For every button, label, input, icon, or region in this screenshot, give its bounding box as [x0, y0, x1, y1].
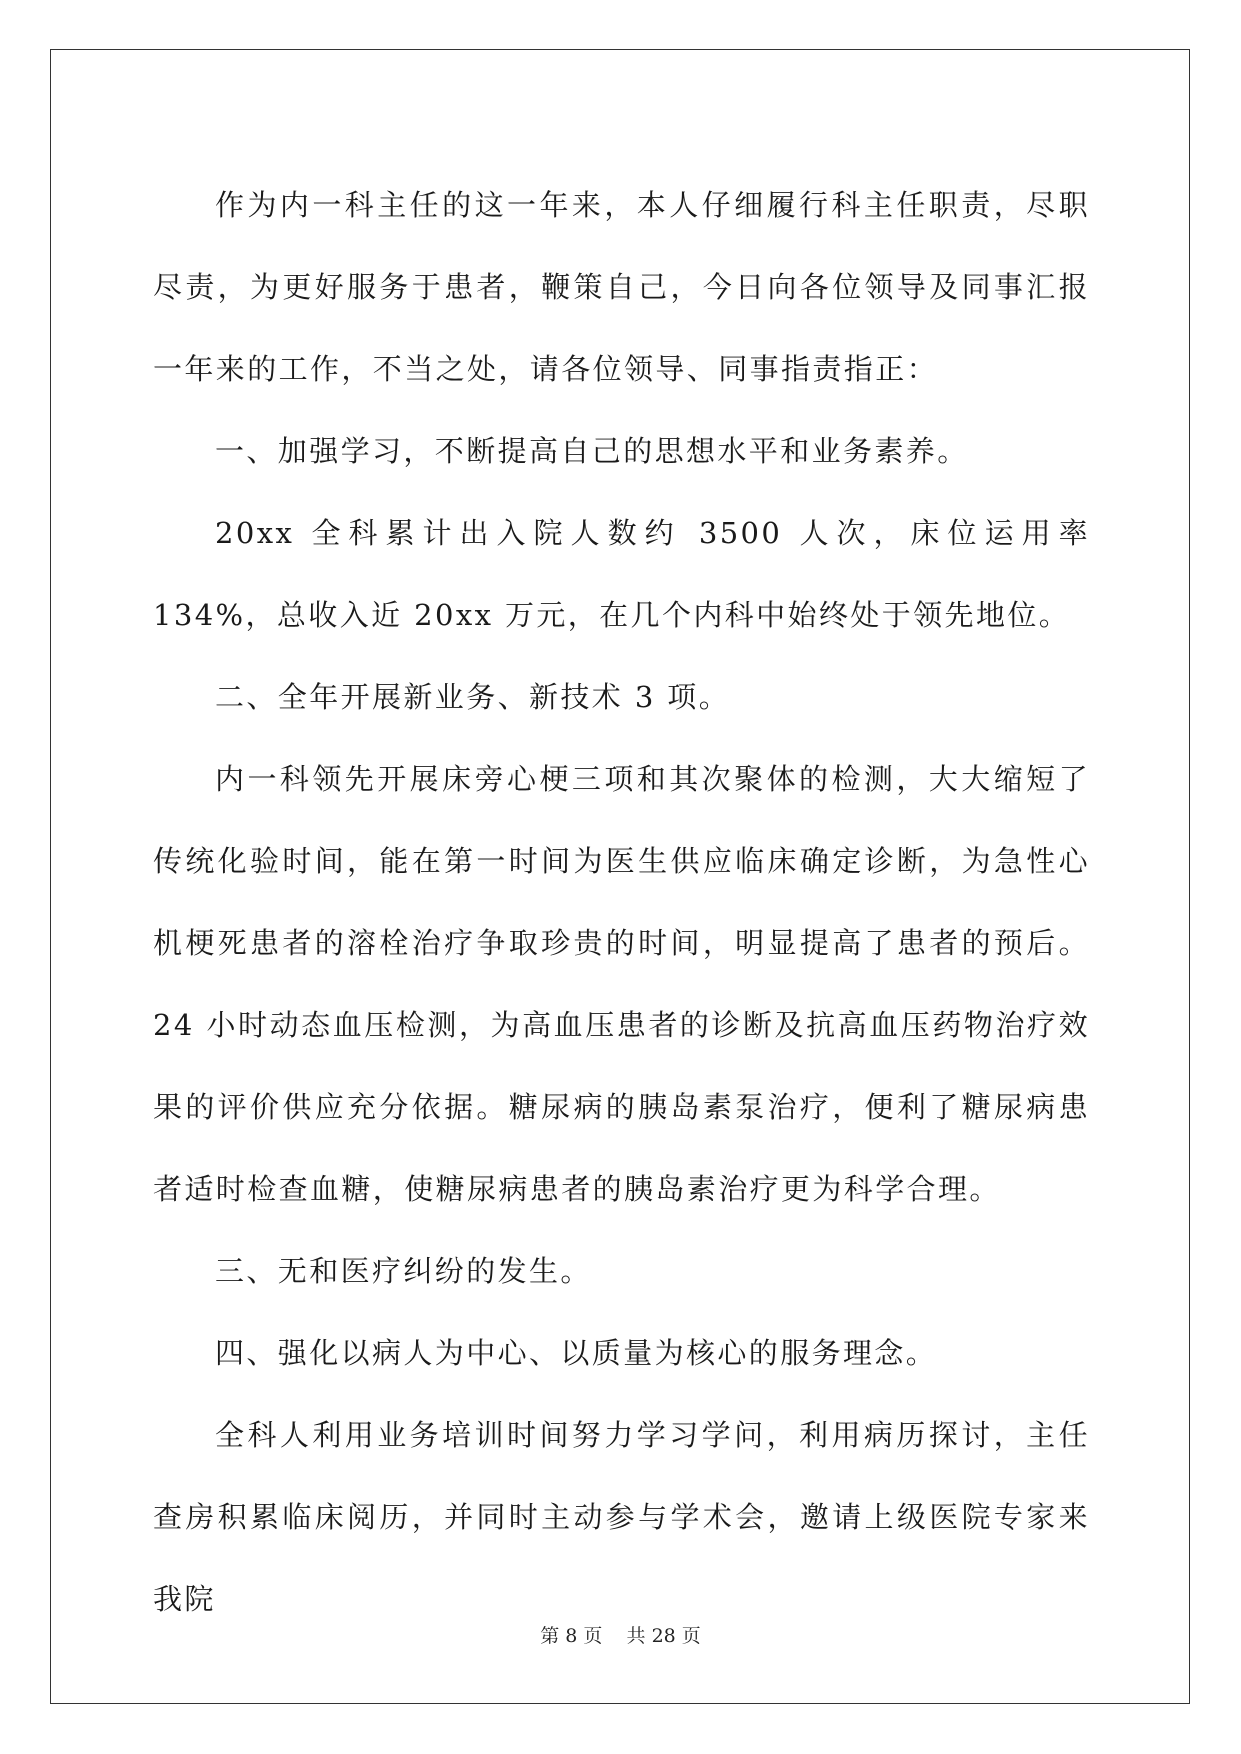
- paragraph-new-techniques: 内一科领先开展床旁心梗三项和其次聚体的检测，大大缩短了传统化验时间，能在第一时间为医生供应临床确定诊断，为急性心机梗死患者的溶栓治疗争取珍贵的时间，明显提高了患者的预后。24 小时动态血压检测，为高血压患者的诊断及抗高血压药物治疗效果的评价供应充分依据。糖尿病的胰岛素泵治疗，便利了糖尿病患者适时检查血糖，使糖尿病患者的胰岛素治疗更为科学合理。: [153, 762, 1090, 1206]
- paragraph-statistics: 20xx 全科累计出入院人数约 3500 人次，床位运用率 134%，总收入近 20xx 万元，在几个内科中始终处于领先地位。: [153, 516, 1090, 632]
- document-body: [153, 164, 1090, 1640]
- page-footer: [0, 1621, 1241, 1648]
- paragraph-section-4-heading: 四、强化以病人为中心、以质量为核心的服务理念。: [215, 1336, 938, 1370]
- paragraph-section-2-heading: 二、全年开展新业务、新技术 3 项。: [215, 680, 731, 714]
- page-total: 共 28 页: [626, 1625, 701, 1647]
- paragraph-intro: 作为内一科主任的这一年来，本人仔细履行科主任职责，尽职尽责，为更好服务于患者，鞭策自己，今日向各位领导及同事汇报一年来的工作，不当之处，请各位领导、同事指责指正：: [153, 188, 1090, 386]
- paragraph-section-3-heading: 三、无和医疗纠纷的发生。: [215, 1254, 592, 1288]
- paragraph-section-1-heading: 一、加强学习，不断提高自己的思想水平和业务素养。: [215, 434, 969, 468]
- page-number: 第 8 页: [540, 1625, 603, 1647]
- paragraph-training: 全科人利用业务培训时间努力学习学问，利用病历探讨，主任查房积累临床阅历，并同时主动参与学术会，邀请上级医院专家来我院: [153, 1418, 1090, 1616]
